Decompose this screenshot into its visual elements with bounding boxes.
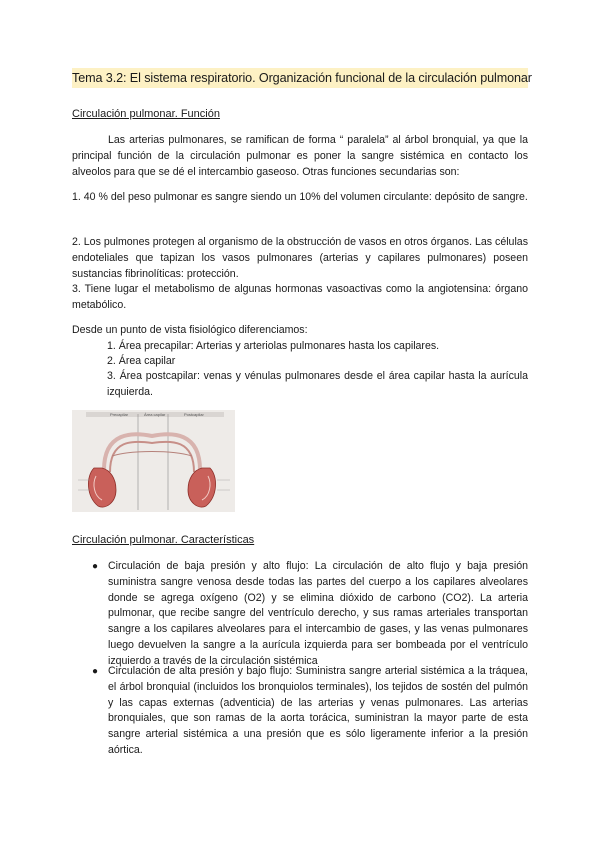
area-item-precapilar: 1. Área precapilar: Arterias y arteriolas pulmonares hasta los capilares. (107, 340, 440, 352)
page-title: Tema 3.2: El sistema respiratorio. Organización funcional de la circulación pulmonar (72, 68, 528, 88)
function-point-1: 1. 40 % del peso pulmonar es sangre siendo un 10% del volumen circulante: depósito de sangre. (72, 191, 528, 203)
bullet-item-alta-presion (92, 664, 528, 759)
bullet-item-baja-presion (92, 559, 528, 670)
intro-paragraph: Las arterias pulmonares, se ramifican de forma “ paralela” al árbol bronquial, ya que la principal función de la circulación pulmonar es poner la sangre sistémica en contacto los alveolos para que se dé el intercambio gaseoso. Otras funciones secundarias son: (72, 134, 528, 178)
areas-intro: Desde un punto de vista fisiológico diferenciamos: (72, 324, 308, 336)
section-heading-funcion: Circulación pulmonar. Función (72, 108, 220, 120)
function-point-2: 2. Los pulmones protegen al organismo de la obstrucción de vasos en otros órganos. Las células endoteliales que tapizan los vasos pulmonares (arterias y capilares pulmonares) poseen sustancias fibrinolíticas: protección. (72, 236, 528, 280)
area-item-capilar: 2. Área capilar (107, 355, 176, 367)
label-area-capilar: Área capilar (144, 412, 166, 417)
label-postcapilar: Postcapilar (184, 412, 204, 417)
circulation-diagram (72, 410, 235, 512)
bullet-dot: ● (92, 666, 99, 677)
area-item-postcapilar-text: 3. Área postcapilar: venas y vénulas pulmonares desde el área capilar hasta la aurícula izquierda. (107, 370, 528, 398)
bullet-dot: ● (92, 561, 99, 572)
section-heading-caracteristicas: Circulación pulmonar. Características (72, 534, 255, 546)
area-item-postcapilar (107, 369, 528, 401)
circulation-diagram-svg (72, 410, 235, 512)
label-precapilar: Precapilar (110, 412, 129, 417)
bullet-text-baja-presion: Circulación de baja presión y alto flujo: La circulación de alto flujo y baja presión suministra sangre venosa desde todas las partes del cuerpo a los capilares alveolares donde se agrega oxígeno (O2) y se elimina dióxido de carbono (CO2). La arteria pulmonar, que recibe sangre del ventrículo derecho, y sus ramas arteriales transportan sangre a los capilares alveolares para el intercambio de gases, y las venas pulmonares luego devuelven la sangre a la aurícula izquierda para ser bombeada por el ventrículo izquierdo a través de la circulación sistémica (108, 560, 528, 667)
bullet-text-alta-presion: Circulación de alta presión y bajo flujo: Suministra sangre arterial sistémica a la tráquea, el árbol bronquial (incluidos los bronquiolos terminales), los tejidos de sostén del pulmón y las capas externas (adventicia) de las arterias y venas pulmonares. Las arterias bronquiales, que son ramas de la aorta torácica, suministran la mayor parte de esta sangre arterial sistémica a una presión que es sólo ligeramente inferior a la presión aórtica. (108, 665, 528, 756)
function-point-3: 3. Tiene lugar el metabolismo de algunas hormonas vasoactivas como la angiotensina: órgano metabólico. (72, 283, 528, 311)
